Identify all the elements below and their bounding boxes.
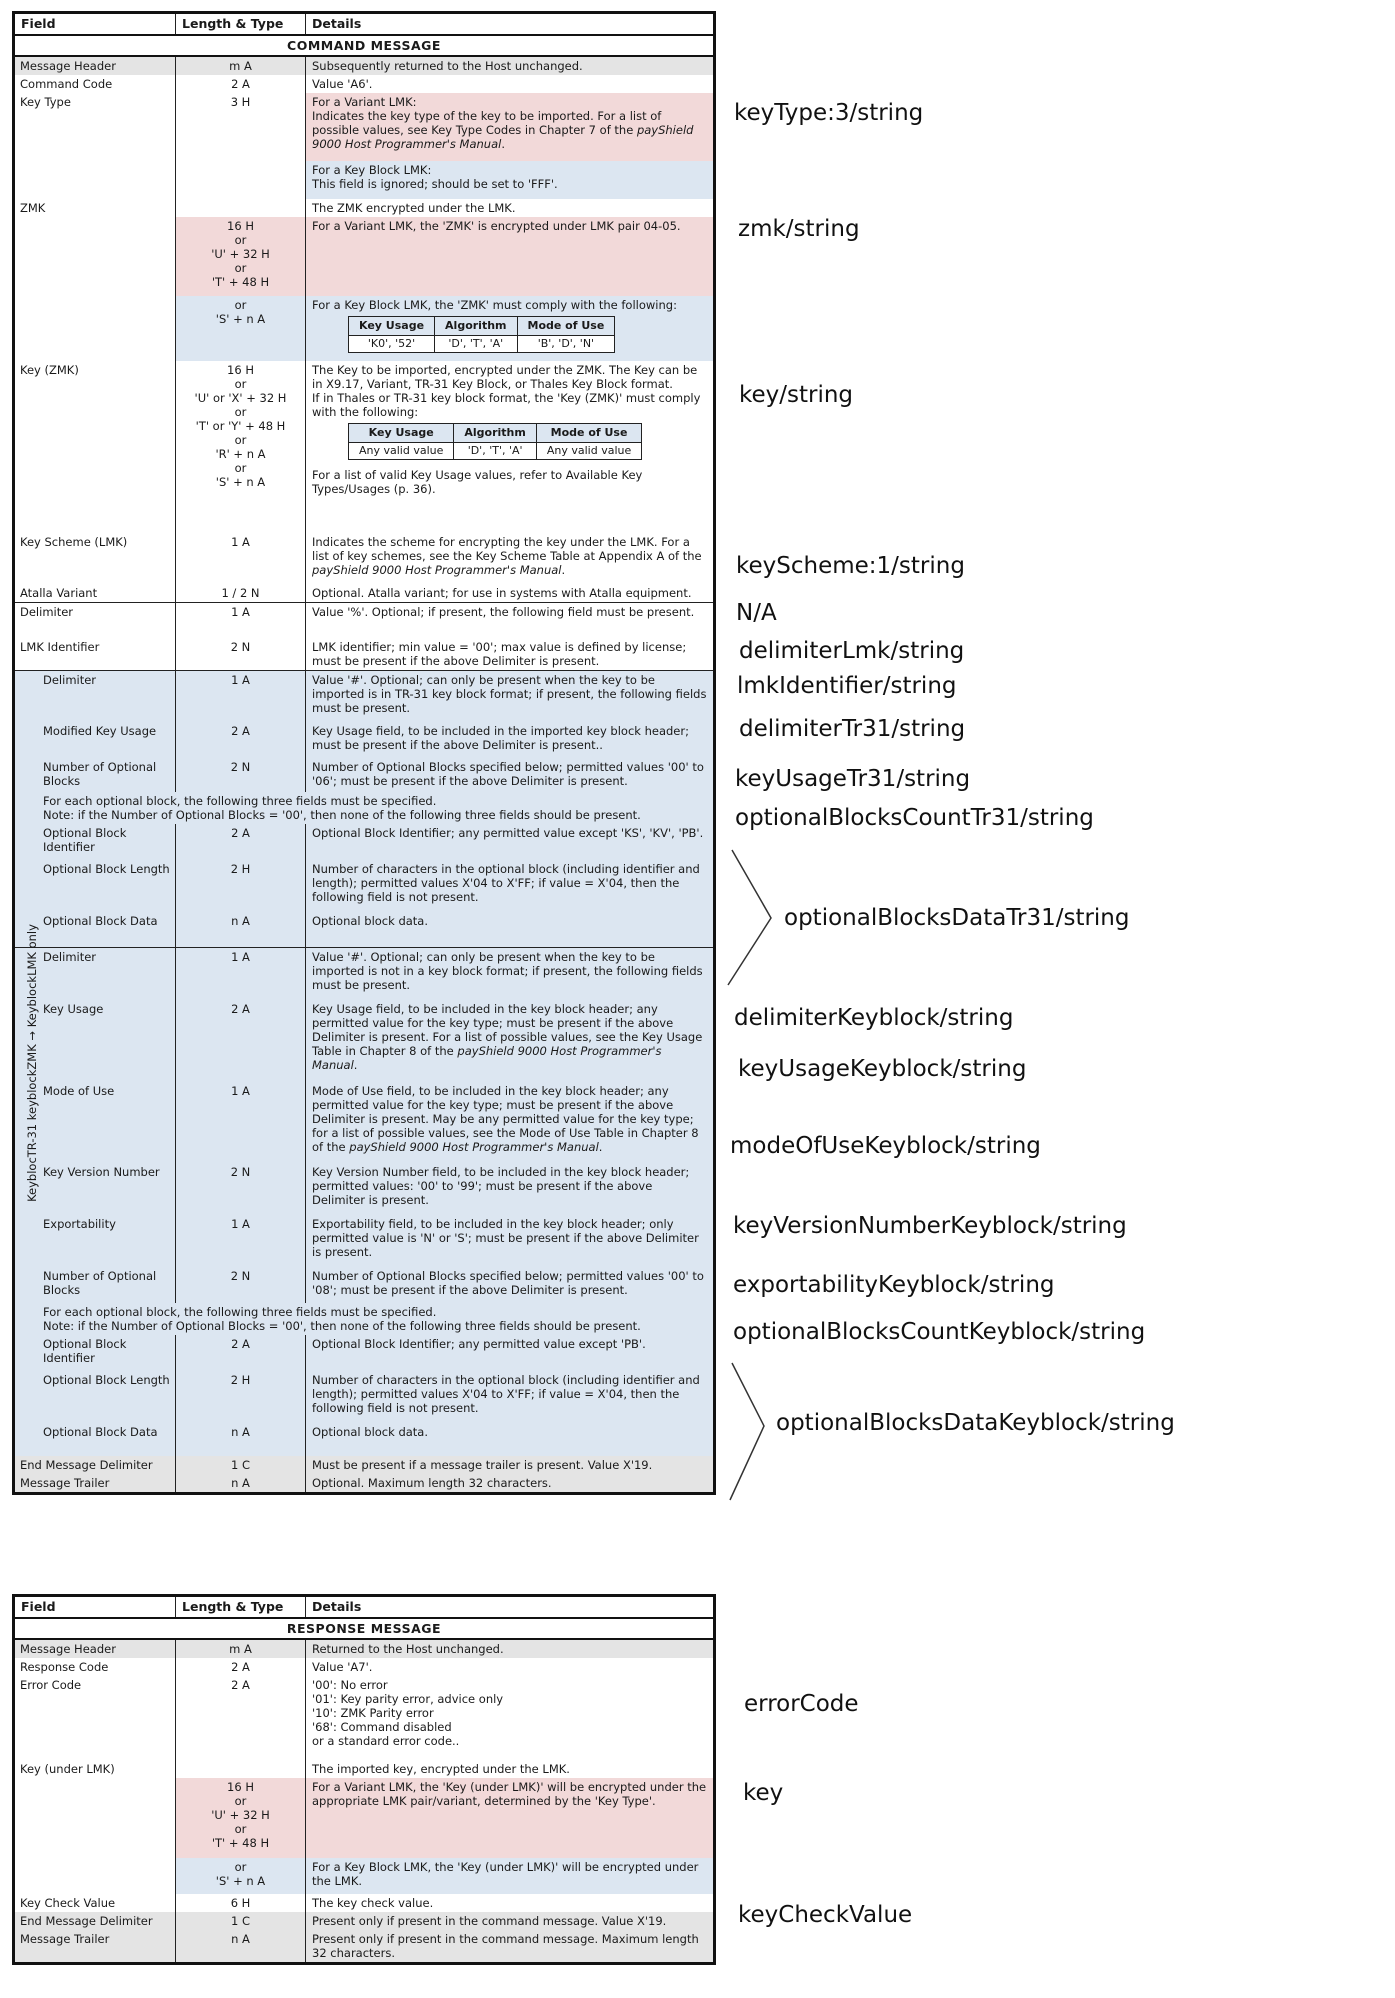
annotation-label: keyUsageTr31/string bbox=[735, 766, 971, 792]
table-row bbox=[15, 1335, 713, 1371]
table-row bbox=[15, 1371, 713, 1423]
table-row bbox=[15, 1303, 713, 1335]
details: The key check value. bbox=[312, 1896, 434, 1910]
field-name: Key Check Value bbox=[20, 1896, 116, 1910]
field-name: Response Code bbox=[20, 1660, 109, 1674]
side-label: KeyblocTR-31 keyblockZMK → KeyblockLMK only bbox=[25, 924, 39, 1202]
details: LMK identifier; min value = '00'; max value is defined by license; must be present if the above Delimiter is present. bbox=[312, 640, 687, 668]
table-row bbox=[15, 792, 713, 824]
table-row bbox=[15, 1163, 713, 1215]
table-row bbox=[15, 1894, 713, 1912]
field-name: Delimiter bbox=[43, 950, 97, 964]
field-name: Mode of Use bbox=[43, 1084, 115, 1098]
table-row bbox=[15, 1858, 713, 1894]
field-name: ZMK bbox=[20, 201, 46, 215]
section-title: RESPONSE MESSAGE bbox=[15, 1619, 713, 1640]
field-name: Exportability bbox=[43, 1217, 116, 1231]
table-row bbox=[15, 75, 713, 93]
length-type: n A bbox=[175, 912, 306, 947]
length-type: 1 C bbox=[175, 1912, 306, 1930]
details: Value '%'. Optional; if present, the following field must be present. bbox=[312, 605, 695, 619]
table-row bbox=[15, 1456, 713, 1474]
table-row bbox=[15, 1082, 713, 1163]
details: Key Usage field, to be included in the key block header; any permitted value for the key type; must be present if the above Delimiter is present. For a list of possible values, see the Key Usage Table in Chapter 8 of the payShield 9000 Host Programmer's Manual. bbox=[312, 1002, 703, 1072]
annotation-label: keyCheckValue bbox=[738, 1902, 913, 1928]
table-row bbox=[15, 912, 713, 947]
detail-line: The Key to be imported, encrypted under the ZMK. The Key can be in X9.17, Variant, TR-31 Key Block, or Thales Key Block format. bbox=[312, 363, 698, 391]
detail-line: For a list of valid Key Usage values, refer to Available Key Types/Usages (p. 36). bbox=[312, 468, 643, 496]
table-row bbox=[15, 93, 713, 199]
details: Optional. Atalla variant; for use in systems with Atalla equipment. bbox=[312, 586, 692, 600]
details: Present only if present in the command message. Value X'19. bbox=[312, 1914, 667, 1928]
command-message-table bbox=[12, 11, 716, 1495]
field-name: Delimiter bbox=[43, 673, 97, 687]
section-title: COMMAND MESSAGE bbox=[15, 36, 713, 57]
details: Number of characters in the optional block (including identifier and length); permitted values X'04 to X'FF; if value = X'04, then the following field is not present. bbox=[312, 862, 700, 904]
details: Optional. Maximum length 32 characters. bbox=[312, 1476, 552, 1490]
length-type: 16 H or 'U' or 'X' + 32 H or 'T' or 'Y' + 48 H or 'R' + n A or 'S' + n A bbox=[175, 361, 306, 533]
field-name: End Message Delimiter bbox=[20, 1458, 153, 1472]
field-name: Key (ZMK) bbox=[20, 363, 79, 377]
field-name: Message Trailer bbox=[20, 1476, 110, 1490]
detail-line: This field is ignored; should be set to 'FFF'. bbox=[312, 177, 558, 191]
table-row bbox=[15, 584, 713, 602]
table-row bbox=[15, 1676, 713, 1760]
table-row bbox=[15, 638, 713, 670]
details: Value 'A6'. bbox=[312, 77, 373, 91]
details: The ZMK encrypted under the LMK. bbox=[312, 201, 516, 215]
field-name: Command Code bbox=[20, 77, 113, 91]
field-name: Modified Key Usage bbox=[43, 724, 157, 738]
details: Value 'A7'. bbox=[312, 1660, 373, 1674]
field-name: Key Version Number bbox=[43, 1165, 160, 1179]
annotation-label: keyType:3/string bbox=[734, 100, 924, 126]
table-row bbox=[15, 758, 713, 792]
table-row bbox=[15, 1423, 713, 1456]
table-row bbox=[15, 296, 713, 361]
table-row bbox=[15, 860, 713, 912]
length-type: 1 C bbox=[175, 1456, 306, 1474]
length-type: 2 A bbox=[175, 1658, 306, 1676]
details: Optional Block Identifier; any permitted value except 'PB'. bbox=[312, 1337, 646, 1351]
header-length-type: Length & Type bbox=[175, 1597, 306, 1617]
table-row bbox=[15, 722, 713, 758]
field-name: Optional Block Data bbox=[43, 914, 158, 928]
length-type: 1 A bbox=[175, 671, 306, 722]
table-row bbox=[15, 947, 713, 1000]
details: Optional Block Identifier; any permitted value except 'KS', 'KV', 'PB'. bbox=[312, 826, 704, 840]
detail-line: For a Key Block LMK, the 'ZMK' must comply with the following: bbox=[312, 298, 677, 312]
details bbox=[306, 93, 713, 199]
bracket-keyblock bbox=[730, 1363, 764, 1500]
header-length-type: Length & Type bbox=[175, 14, 306, 34]
details: Must be present if a message trailer is present. Value X'19. bbox=[312, 1458, 653, 1472]
zmk-compliance-table: Key Usage Algorithm Mode of Use 'K0', '52' 'D', 'T', 'A' 'B', 'D', 'N' bbox=[348, 316, 615, 353]
length-type: m A bbox=[175, 57, 306, 75]
detail-line: Indicates the key type of the key to be imported. For a list of possible values, see Key Type Codes in Chapter 7 of the payShield 9000 Host Programmer's Manual. bbox=[312, 109, 694, 151]
details: Exportability field, to be included in the key block header; only permitted value is 'N' or 'S'; must be present if the above Delimiter is present. bbox=[312, 1217, 699, 1259]
length-type: n A bbox=[175, 1474, 306, 1492]
details: Mode of Use field, to be included in the key block header; any permitted value for the key type; must be present if the above Delimiter is present. May be any permitted value for the key type; for a list of possible values, see the Mode of Use Table in Chapter 8 of the payShield 9000 Host Programmer's Manual. bbox=[312, 1084, 699, 1154]
key-compliance-table: Key Usage Algorithm Mode of Use Any valid value 'D', 'T', 'A' Any valid value bbox=[348, 423, 642, 460]
bracket-tr31 bbox=[728, 850, 771, 985]
table-row bbox=[15, 824, 713, 860]
details: The imported key, encrypted under the LMK. bbox=[312, 1762, 570, 1776]
length-type: 2 H bbox=[175, 860, 306, 912]
table-header bbox=[15, 14, 713, 36]
field-name: Message Trailer bbox=[20, 1932, 110, 1946]
field-name: Optional Block Length bbox=[43, 862, 170, 876]
header-field: Field bbox=[21, 16, 56, 31]
details: For a Variant LMK, the 'ZMK' is encrypted under LMK pair 04-05. bbox=[306, 217, 713, 296]
annotation-label: exportabilityKeyblock/string bbox=[733, 1272, 1055, 1298]
field-name: Optional Block Identifier bbox=[43, 826, 127, 854]
details: Number of characters in the optional block (including identifier and length); permitted values X'04 to X'FF; if value = X'04, then the following field is not present. bbox=[312, 1373, 700, 1415]
field-name: LMK Identifier bbox=[20, 640, 100, 654]
details: For a Variant LMK, the 'Key (under LMK)' will be encrypted under the appropriate LMK pair/variant, determined by the 'Key Type'. bbox=[306, 1778, 713, 1858]
annotation-label: optionalBlocksDataKeyblock/string bbox=[776, 1410, 1175, 1436]
details: Returned to the Host unchanged. bbox=[312, 1642, 504, 1656]
detail-line: For a Key Block LMK: bbox=[312, 163, 432, 177]
note: For each optional block, the following three fields must be specified. Note: if the Number of Optional Blocks = '00', then none of the following three fields should be present. bbox=[43, 1305, 641, 1333]
details: Key Version Number field, to be included in the key block header; permitted values: '00' to '99'; must be present if the above Delimiter is present. bbox=[312, 1165, 690, 1207]
annotation-label: delimiterKeyblock/string bbox=[734, 1005, 1014, 1031]
table-row bbox=[15, 57, 713, 75]
table-header bbox=[15, 1597, 713, 1619]
details bbox=[306, 296, 713, 361]
field-name: Number of Optional Blocks bbox=[43, 760, 157, 788]
table-row bbox=[15, 199, 713, 217]
annotation-label: key/string bbox=[739, 382, 854, 408]
length-type: 2 A bbox=[175, 1676, 306, 1760]
annotation-label: N/A bbox=[736, 600, 777, 626]
table-row bbox=[15, 361, 713, 533]
length-type: 1 A bbox=[175, 1082, 306, 1163]
table-row bbox=[15, 1267, 713, 1303]
annotation-label: modeOfUseKeyblock/string bbox=[730, 1133, 1041, 1159]
annotation-label: zmk/string bbox=[738, 216, 860, 242]
length-type: 2 A bbox=[175, 1000, 306, 1082]
field-name: End Message Delimiter bbox=[20, 1914, 153, 1928]
note: For each optional block, the following three fields must be specified. Note: if the Number of Optional Blocks = '00', then none of the following three fields should be present. bbox=[43, 794, 641, 822]
field-name: Optional Block Length bbox=[43, 1373, 170, 1387]
annotation-label: delimiterLmk/string bbox=[739, 638, 965, 664]
details: Indicates the scheme for encrypting the key under the LMK. For a list of key schemes, see the Key Scheme Table at Appendix A of the payShield 9000 Host Programmer's Manual. bbox=[312, 535, 702, 577]
length-type: 16 H or 'U' + 32 H or 'T' + 48 H bbox=[175, 217, 306, 296]
annotation-label: optionalBlocksDataTr31/string bbox=[784, 905, 1130, 931]
length-type: 1 A bbox=[175, 533, 306, 584]
annotation-label: optionalBlocksCountTr31/string bbox=[735, 805, 1094, 831]
response-message-table bbox=[12, 1594, 716, 1965]
length-type: 16 H or 'U' + 32 H or 'T' + 48 H bbox=[175, 1778, 306, 1858]
length-type: m A bbox=[175, 1640, 306, 1658]
annotation-label: delimiterTr31/string bbox=[739, 716, 966, 742]
details: Key Usage field, to be included in the imported key block header; must be present if the above Delimiter is present.. bbox=[312, 724, 689, 752]
length-type: 1 / 2 N bbox=[175, 584, 306, 602]
length-type: 2 A bbox=[175, 824, 306, 860]
length-type: 2 A bbox=[175, 75, 306, 93]
detail-line: If in Thales or TR-31 key block format, the 'Key (ZMK)' must comply with the following: bbox=[312, 391, 701, 419]
details: '00': No error '01': Key parity error, advice only '10': ZMK Parity error '68': Command disabled or a standard error code.. bbox=[312, 1678, 504, 1748]
annotation-label: keyScheme:1/string bbox=[736, 553, 965, 579]
length-type: 2 N bbox=[175, 1267, 306, 1303]
length-type: 1 A bbox=[175, 603, 306, 638]
details: Subsequently returned to the Host unchanged. bbox=[312, 59, 583, 73]
table-row bbox=[15, 1640, 713, 1658]
details: Optional block data. bbox=[312, 1425, 429, 1439]
field-name: Key Type bbox=[15, 93, 175, 199]
field-name: Error Code bbox=[20, 1678, 82, 1692]
annotation-label: errorCode bbox=[744, 1691, 859, 1717]
table-row bbox=[15, 1778, 713, 1858]
details: Number of Optional Blocks specified below; permitted values '00' to '06'; must be present if the above Delimiter is present. bbox=[312, 760, 704, 788]
table-row bbox=[15, 1930, 713, 1962]
details: Present only if present in the command message. Maximum length 32 characters. bbox=[312, 1932, 699, 1960]
table-row bbox=[15, 1215, 713, 1267]
field-name: Atalla Variant bbox=[20, 586, 98, 600]
length-type: n A bbox=[175, 1423, 306, 1456]
length-type: 2 H bbox=[175, 1371, 306, 1423]
table-row bbox=[15, 670, 713, 722]
table-row bbox=[15, 1474, 713, 1492]
header-details: Details bbox=[312, 16, 362, 31]
length-type: 2 N bbox=[175, 758, 306, 792]
field-name: Key Usage bbox=[43, 1002, 104, 1016]
table-row bbox=[15, 217, 713, 296]
length-type: 6 H bbox=[175, 1894, 306, 1912]
annotation-label: key bbox=[743, 1780, 784, 1806]
length-type: 2 N bbox=[175, 638, 306, 670]
table-row bbox=[15, 1658, 713, 1676]
details: Value '#'. Optional; can only be present when the key to be imported is in TR-31 key block format; if present, the following fields must be present. bbox=[312, 673, 707, 715]
annotation-label: keyUsageKeyblock/string bbox=[738, 1056, 1027, 1082]
table-row bbox=[15, 533, 713, 584]
annotation-label: keyVersionNumberKeyblock/string bbox=[733, 1213, 1127, 1239]
field-name: Optional Block Data bbox=[43, 1425, 158, 1439]
table-row bbox=[15, 1912, 713, 1930]
annotation-label: lmkIdentifier/string bbox=[737, 673, 957, 699]
field-name: Message Header bbox=[20, 59, 116, 73]
keyblock-section bbox=[15, 670, 713, 1456]
field-name: Message Header bbox=[20, 1642, 116, 1656]
details: Number of Optional Blocks specified below; permitted values '00' to '08'; must be present if the above Delimiter is present. bbox=[312, 1269, 704, 1297]
header-details: Details bbox=[312, 1599, 362, 1614]
table-row bbox=[15, 1760, 713, 1778]
details: Value '#'. Optional; can only be present when the key to be imported is not in a key block format; if present, the following fields must be present. bbox=[312, 950, 703, 992]
length-type: 1 A bbox=[175, 1215, 306, 1267]
header-field: Field bbox=[21, 1599, 56, 1614]
details: Optional block data. bbox=[312, 914, 429, 928]
length-type: n A bbox=[175, 1930, 306, 1962]
field-name: Key Scheme (LMK) bbox=[20, 535, 128, 549]
table-row bbox=[15, 1000, 713, 1082]
length-type: 1 A bbox=[175, 948, 306, 1000]
annotation-label: optionalBlocksCountKeyblock/string bbox=[733, 1319, 1146, 1345]
field-name: Key (under LMK) bbox=[20, 1762, 115, 1776]
field-name: Optional Block Identifier bbox=[43, 1337, 127, 1365]
details bbox=[306, 361, 713, 533]
length-type: 2 N bbox=[175, 1163, 306, 1215]
details: For a Key Block LMK, the 'Key (under LMK)' will be encrypted under the LMK. bbox=[306, 1858, 713, 1894]
field-name: Number of Optional Blocks bbox=[43, 1269, 157, 1297]
field-name: Delimiter bbox=[20, 605, 74, 619]
table-row bbox=[15, 602, 713, 638]
length-type: 3 H bbox=[175, 93, 306, 199]
length-type: 2 A bbox=[175, 722, 306, 758]
length-type: or 'S' + n A bbox=[175, 296, 306, 361]
detail-line: For a Variant LMK: bbox=[312, 95, 417, 109]
length-type: 2 A bbox=[175, 1335, 306, 1371]
length-type: or 'S' + n A bbox=[175, 1858, 306, 1894]
